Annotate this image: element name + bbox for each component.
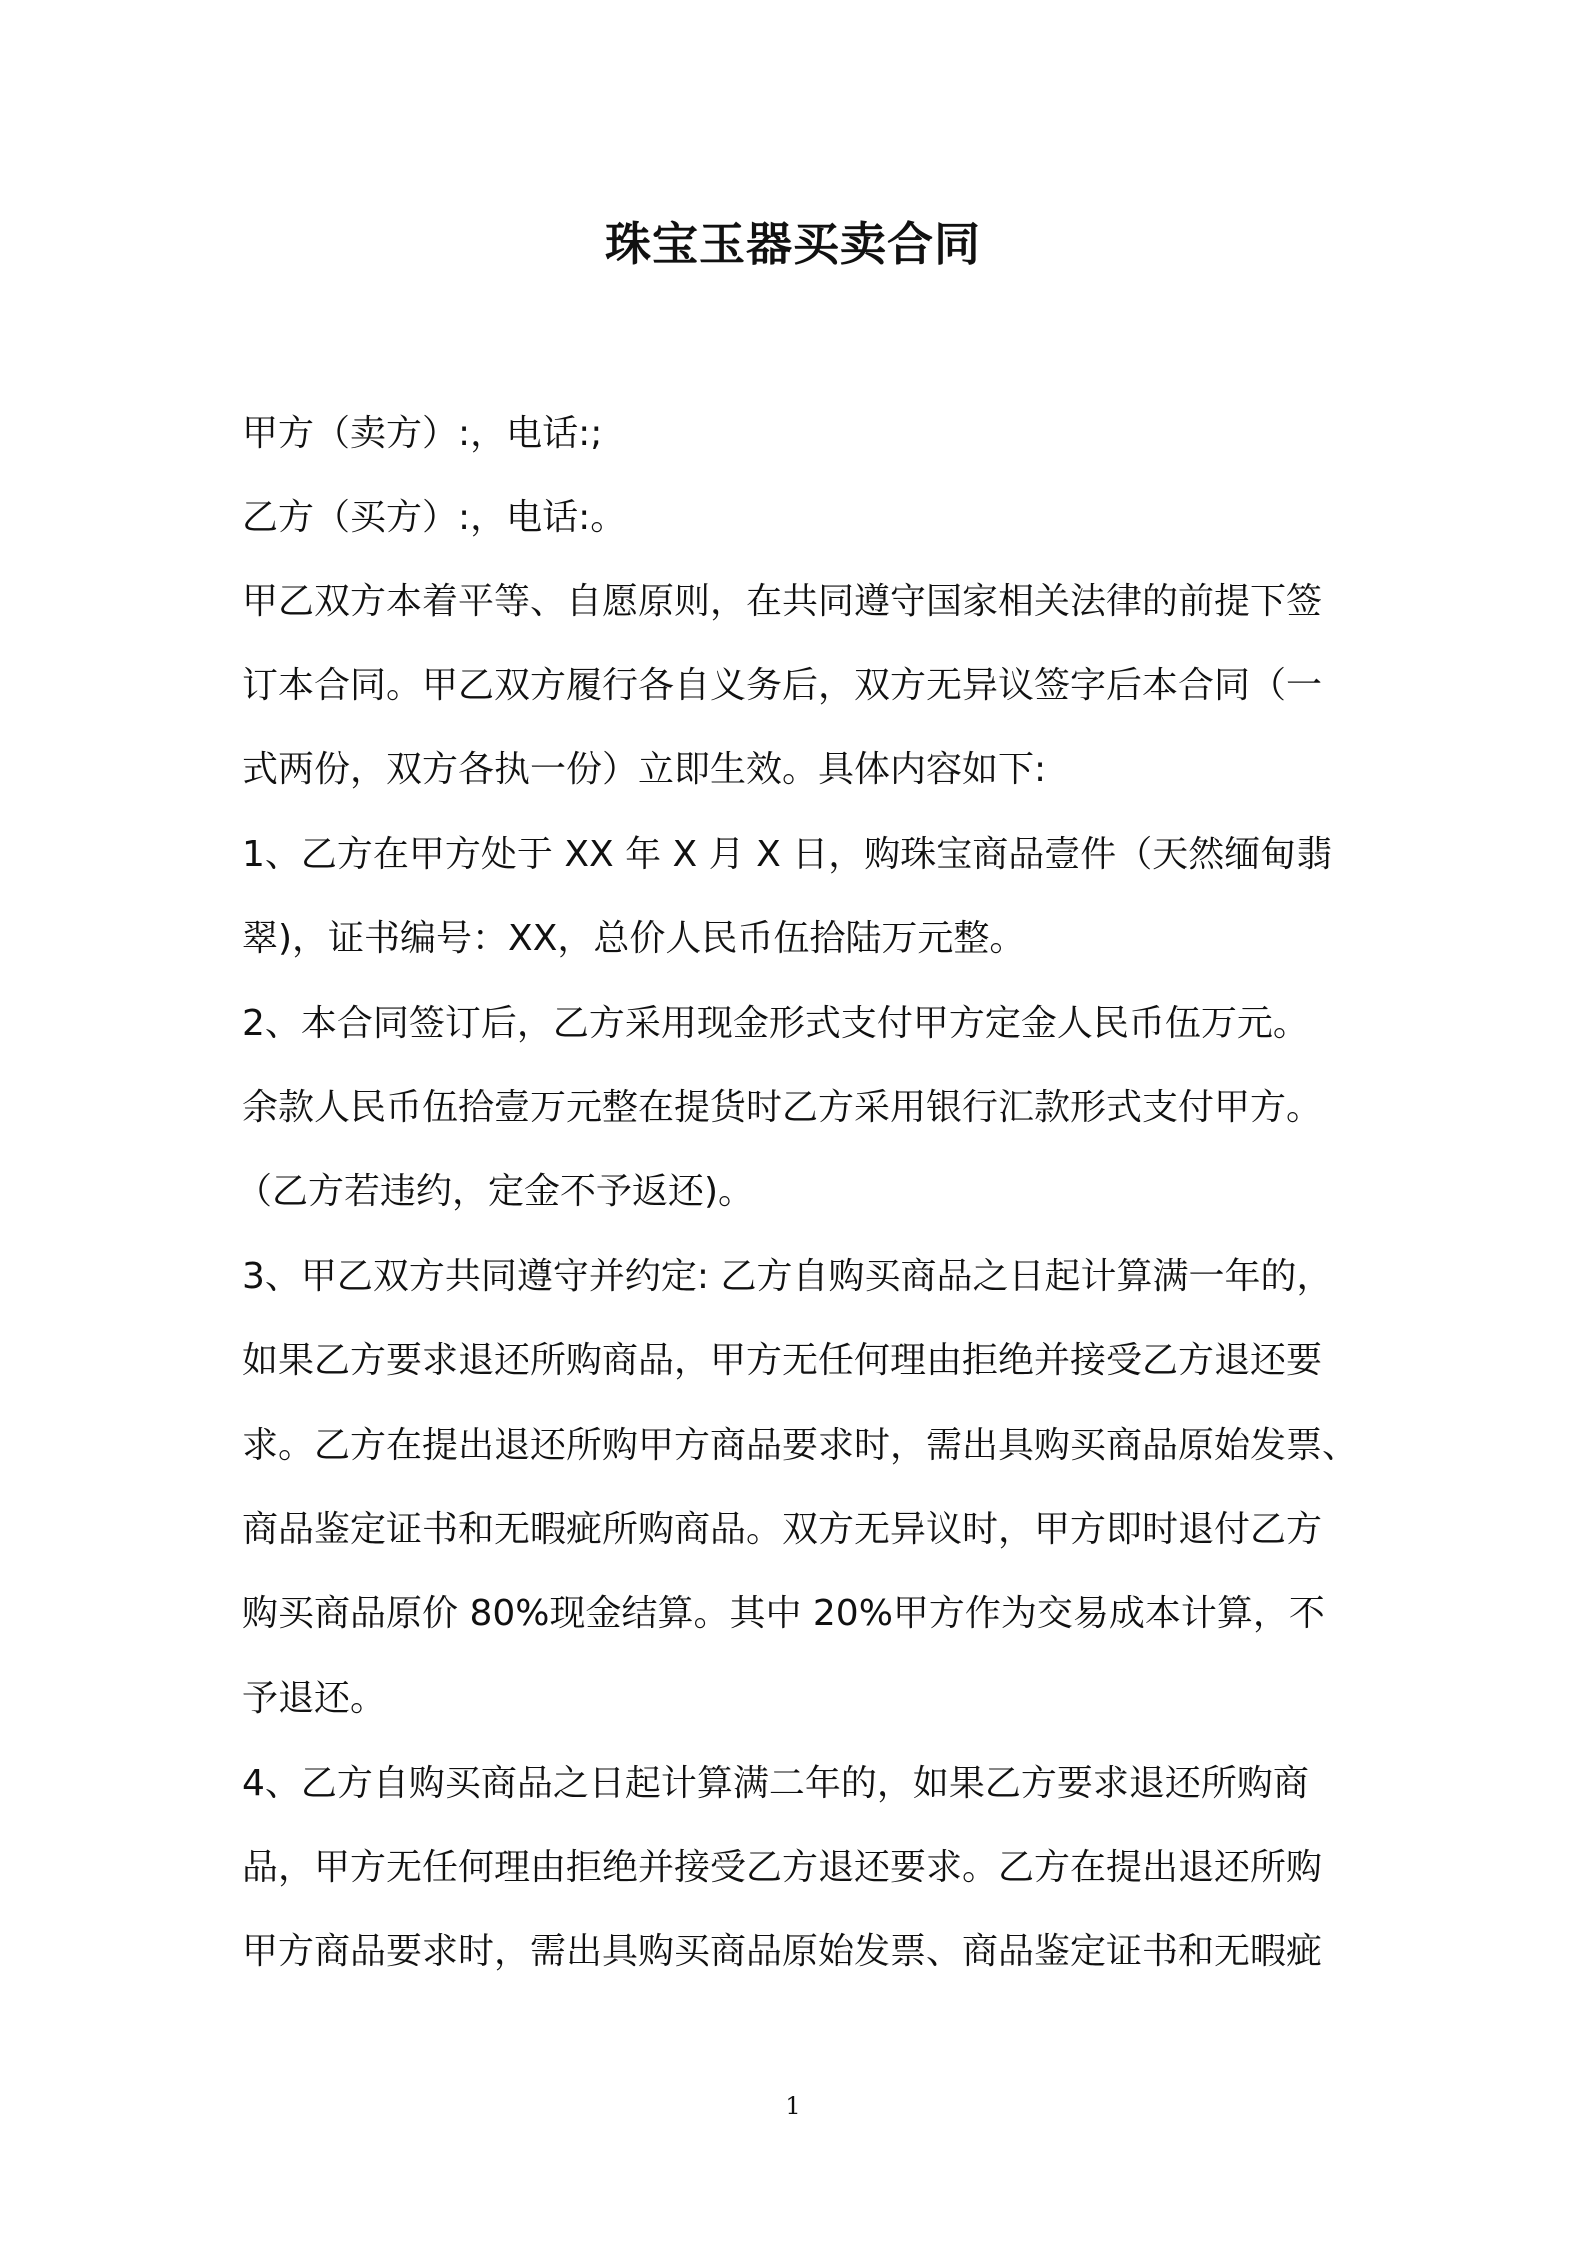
clause-3-line-3: 求。乙方在提出退还所购甲方商品要求时，需出具购买商品原始发票、	[242, 1425, 1359, 1466]
clause-3-line-4: 商品鉴定证书和无暇疵所购商品。双方无异议时，甲方即时退付乙方	[242, 1509, 1323, 1550]
clause-3-line-5: 购买商品原价 80%现金结算。其中 20%甲方作为交易成本计算，不	[242, 1593, 1325, 1634]
clause-2-line-1: 2、本合同签订后，乙方采用现金形式支付甲方定金人民币伍万元。	[242, 1003, 1309, 1044]
contract-title: 珠宝玉器买卖合同	[605, 217, 981, 271]
clause-1-line-2: 翠)，证书编号：XX，总价人民币伍拾陆万元整。	[242, 918, 1026, 959]
clause-2-line-2: 余款人民币伍拾壹万元整在提货时乙方采用银行汇款形式支付甲方。	[242, 1087, 1323, 1128]
clause-2-line-3: （乙方若违约，定金不予返还)。	[236, 1171, 755, 1212]
page-number: 1	[785, 2092, 801, 2120]
clause-1-line-1: 1、乙方在甲方处于 XX 年 X 月 X 日，购珠宝商品壹件（天然缅甸翡	[242, 834, 1333, 875]
party-b-line: 乙方（买方）:，电话:。	[242, 497, 627, 538]
clause-4-line-1: 4、乙方自购买商品之日起计算满二年的，如果乙方要求退还所购商	[242, 1763, 1309, 1804]
intro-line-1: 甲乙双方本着平等、自愿原则，在共同遵守国家相关法律的前提下签	[242, 581, 1323, 622]
clause-3-line-2: 如果乙方要求退还所购商品，甲方无任何理由拒绝并接受乙方退还要	[242, 1340, 1323, 1381]
clause-3-line-6: 予退还。	[242, 1678, 387, 1719]
clause-4-line-3: 甲方商品要求时，需出具购买商品原始发票、商品鉴定证书和无暇疵	[242, 1931, 1323, 1972]
clause-3-line-1: 3、甲乙双方共同遵守并约定: 乙方自购买商品之日起计算满一年的，	[242, 1256, 1333, 1297]
intro-line-3: 式两份，双方各执一份）立即生效。具体内容如下:	[242, 749, 1047, 790]
party-a-line: 甲方（卖方）:，电话:;	[242, 413, 603, 454]
intro-line-2: 订本合同。甲乙双方履行各自义务后，双方无异议签字后本合同（一	[242, 665, 1323, 706]
clause-4-line-2: 品，甲方无任何理由拒绝并接受乙方退还要求。乙方在提出退还所购	[242, 1847, 1323, 1888]
